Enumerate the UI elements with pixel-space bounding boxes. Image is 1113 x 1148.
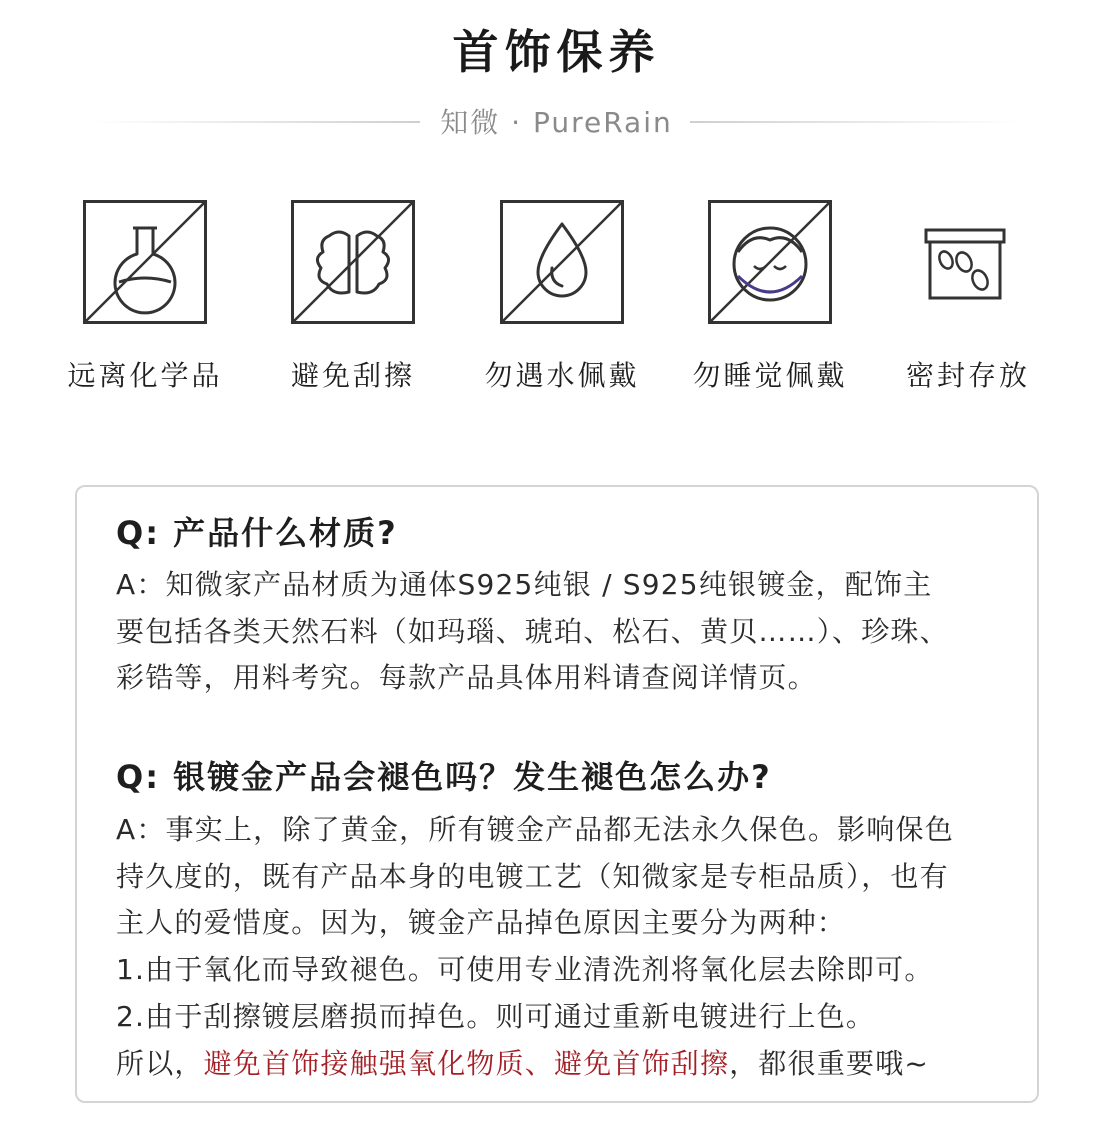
answer-line: A：知微家产品材质为通体S925纯银 / S925纯银镀金，配饰主 (116, 568, 933, 601)
faq-answer-fading (116, 807, 1016, 1087)
scratch-icon (291, 200, 415, 324)
brand-name: 知微 · PureRain (440, 106, 673, 139)
sealed-bag-icon (918, 200, 1042, 324)
closing-prefix: 所以， (116, 1046, 204, 1080)
answer-line: 持久度的，既有产品本身的电镀工艺（知微家是专柜品质），也有 (116, 859, 949, 893)
answer-line: 主人的爱惜度。因为，镀金产品掉色原因主要分为两种： (116, 906, 847, 940)
sleeping-face-icon (708, 200, 832, 324)
answer-line: 2.由于刮擦镀层磨损而掉色。则可通过重新电镀进行上色。 (116, 999, 876, 1033)
closing-highlight: 避免首饰接触强氧化物质、避免首饰刮擦 (203, 1046, 730, 1080)
brand-divider-right (690, 121, 1020, 123)
care-label-water: 勿遇水佩戴 (484, 359, 640, 392)
closing-suffix: ，都很重要哦~ (729, 1046, 930, 1080)
care-label-chemicals: 远离化学品 (67, 359, 223, 392)
answer-closing (116, 1041, 1016, 1088)
water-drop-icon (500, 200, 624, 324)
faq-answer-material (116, 562, 1016, 702)
care-label-storage: 密封存放 (905, 359, 1030, 392)
care-label-sleep: 勿睡觉佩戴 (692, 359, 848, 392)
answer-line: A：事实上，除了黄金，所有镀金产品都无法永久保色。影响保色 (116, 813, 954, 846)
flask-icon (83, 200, 207, 324)
page-title: 首饰保养 (452, 25, 661, 79)
faq-question-material: Q: 产品什么材质? (116, 514, 398, 552)
answer-line: 1.由于氧化而导致褪色。可使用专业清洗剂将氧化层去除即可。 (116, 953, 934, 987)
care-label-scratch: 避免刮擦 (290, 359, 415, 392)
faq-question-fading: Q: 银镀金产品会褪色吗？发生褪色怎么办? (116, 758, 772, 796)
answer-line: 要包括各类天然石料（如玛瑙、琥珀、松石、黄贝……）、珍珠、 (116, 614, 949, 648)
answer-line: 彩锆等，用料考究。每款产品具体用料请查阅详情页。 (116, 661, 817, 695)
